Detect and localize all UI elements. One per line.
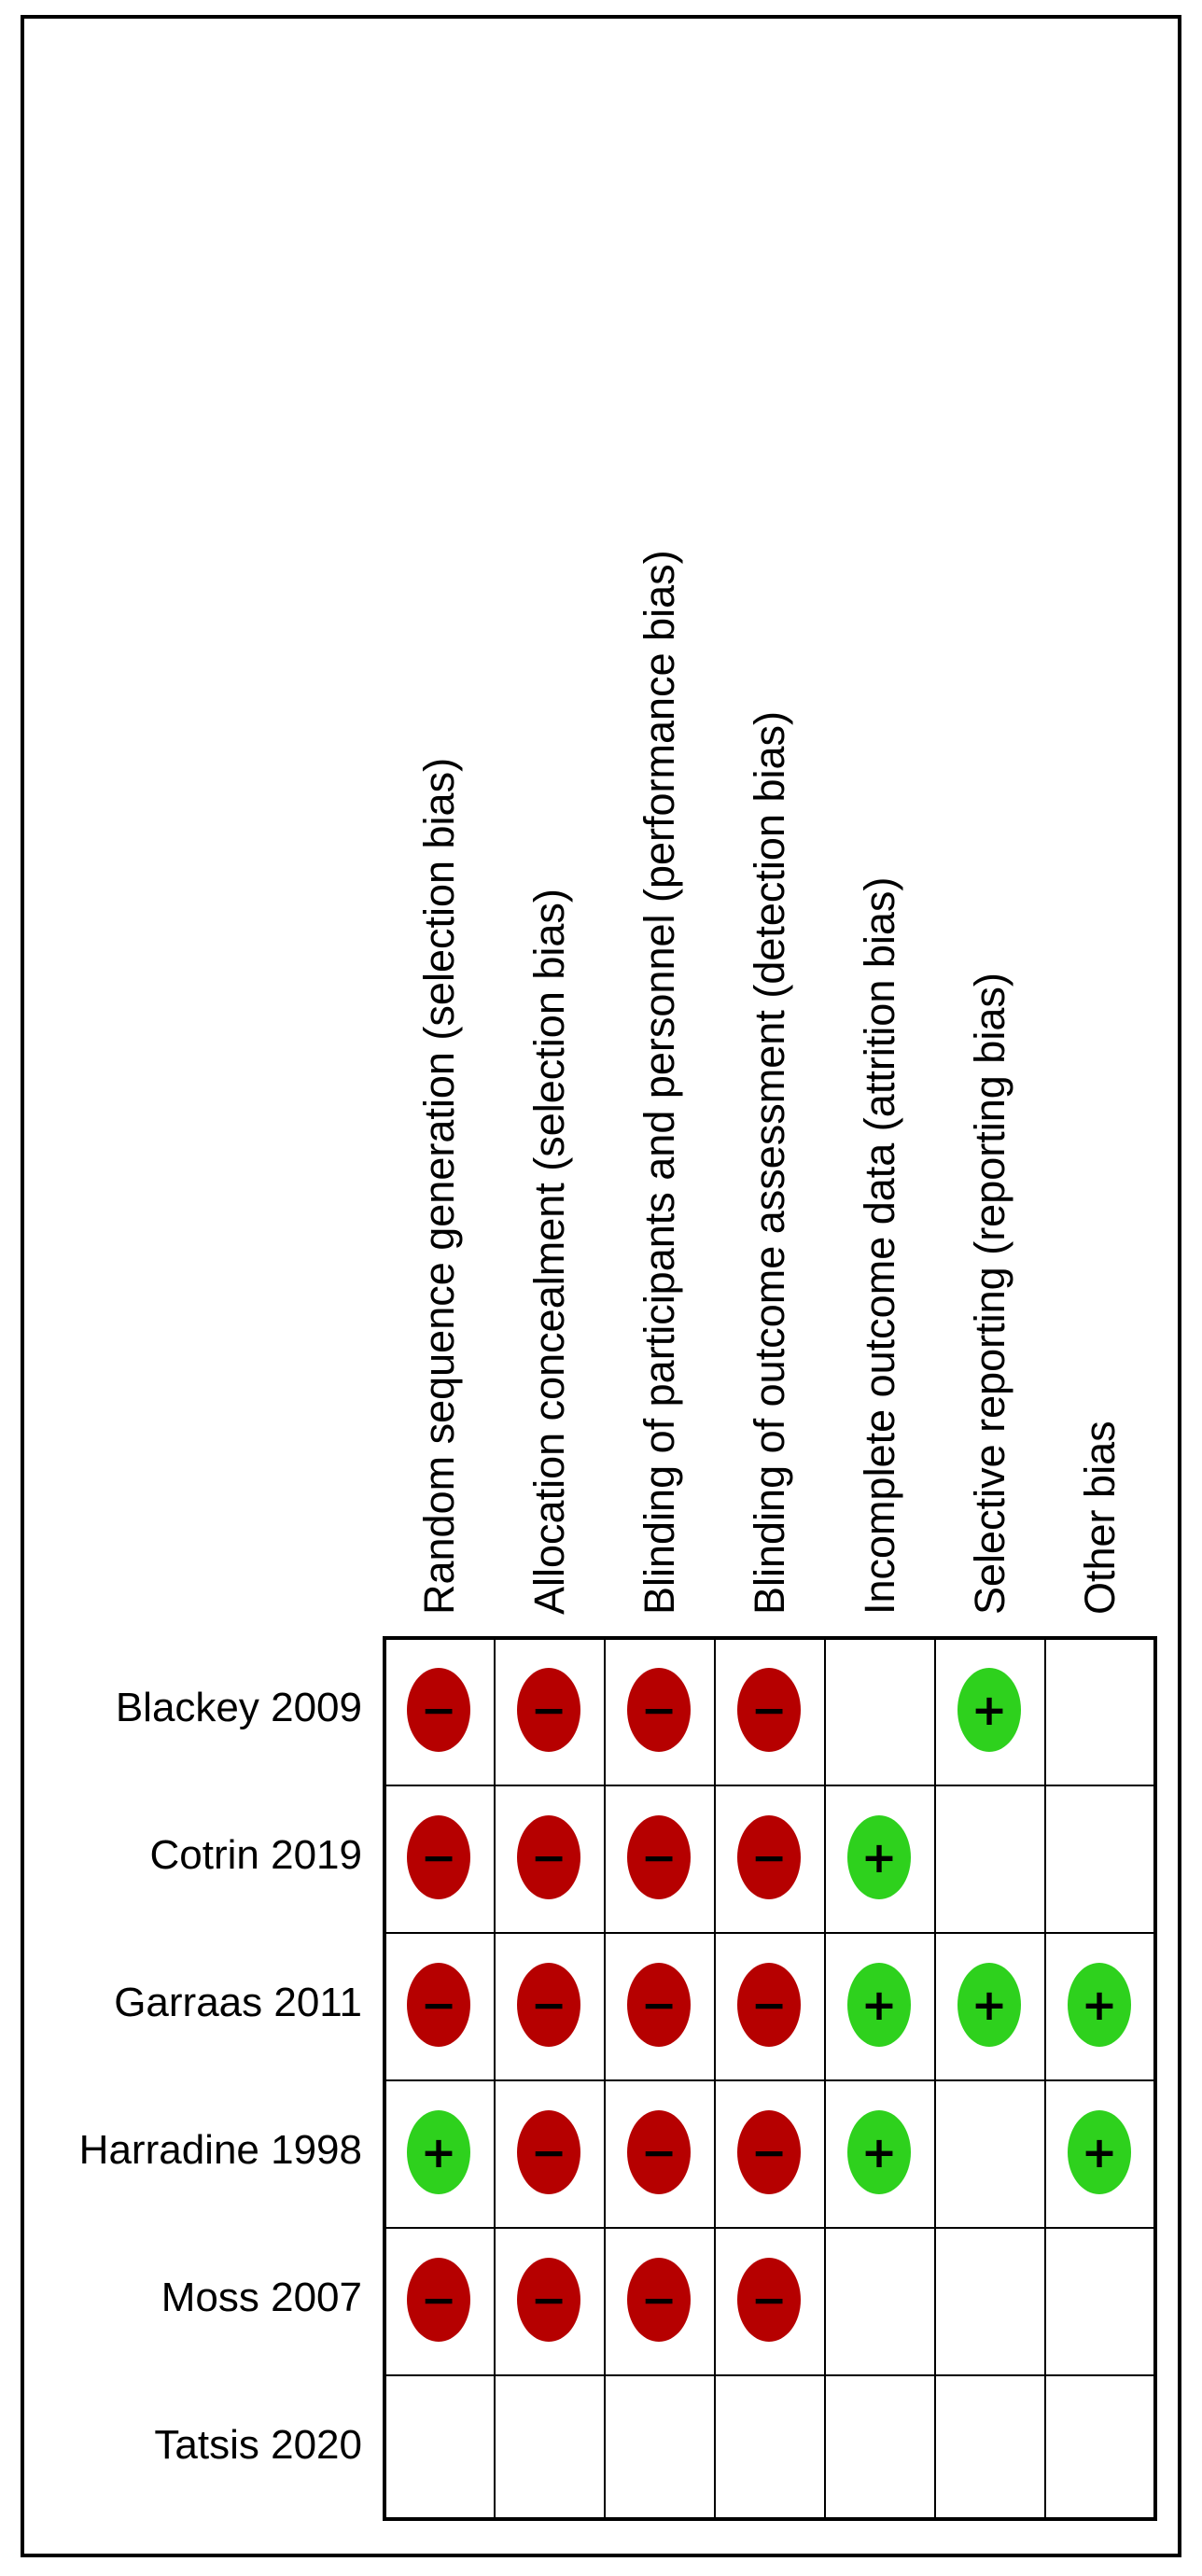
domain-header-label: Selective reporting (reporting bias)	[966, 973, 1013, 1615]
grid-row-divider	[386, 2227, 1153, 2229]
high-risk-marker: −	[627, 1815, 691, 1899]
high-risk-marker: −	[517, 1963, 580, 2047]
risk-of-bias-grid	[383, 1636, 1157, 2521]
study-label: Blackey 2009	[115, 1685, 362, 1730]
grid-row-divider	[386, 1932, 1153, 1934]
grid-column-divider	[1044, 1640, 1046, 2517]
high-risk-marker: −	[517, 2258, 580, 2342]
domain-header-label: Random sequence generation (selection bias)	[415, 757, 463, 1615]
low-risk-marker: +	[1068, 1963, 1131, 2047]
high-risk-marker: −	[407, 1963, 470, 2047]
study-label: Cotrin 2019	[149, 1832, 362, 1878]
low-risk-marker: +	[957, 1668, 1021, 1752]
low-risk-marker: +	[847, 1963, 911, 2047]
high-risk-marker: −	[737, 1963, 801, 2047]
low-risk-marker: +	[407, 2110, 470, 2194]
domain-header-label: Incomplete outcome data (attrition bias)	[856, 876, 903, 1615]
grid-column-divider	[934, 1640, 936, 2517]
high-risk-marker: −	[517, 1668, 580, 1752]
grid-column-divider	[714, 1640, 716, 2517]
low-risk-marker: +	[847, 1815, 911, 1899]
domain-header-label: Other bias	[1076, 1421, 1124, 1615]
high-risk-marker: −	[737, 2110, 801, 2194]
grid-column-divider	[604, 1640, 606, 2517]
study-label: Harradine 1998	[78, 2127, 362, 2173]
high-risk-marker: −	[737, 1668, 801, 1752]
domain-header-label: Blinding of outcome assessment (detection bias)	[746, 710, 793, 1615]
grid-column-divider	[494, 1640, 496, 2517]
high-risk-marker: −	[737, 2258, 801, 2342]
high-risk-marker: −	[627, 1963, 691, 2047]
low-risk-marker: +	[1068, 2110, 1131, 2194]
grid-row-divider	[386, 1785, 1153, 1786]
high-risk-marker: −	[627, 1668, 691, 1752]
high-risk-marker: −	[407, 1815, 470, 1899]
high-risk-marker: −	[737, 1815, 801, 1899]
grid-row-divider	[386, 2079, 1153, 2081]
grid-row-divider	[386, 2374, 1153, 2376]
domain-header-label: Blinding of participants and personnel (performance bias)	[636, 550, 683, 1615]
high-risk-marker: −	[627, 2258, 691, 2342]
high-risk-marker: −	[517, 2110, 580, 2194]
high-risk-marker: −	[407, 2258, 470, 2342]
study-label: Moss 2007	[161, 2275, 362, 2320]
domain-header-label: Allocation concealment (selection bias)	[525, 889, 573, 1615]
high-risk-marker: −	[407, 1668, 470, 1752]
low-risk-marker: +	[957, 1963, 1021, 2047]
high-risk-marker: −	[627, 2110, 691, 2194]
grid-column-divider	[824, 1640, 826, 2517]
study-label: Tatsis 2020	[154, 2422, 362, 2468]
high-risk-marker: −	[517, 1815, 580, 1899]
low-risk-marker: +	[847, 2110, 911, 2194]
study-label: Garraas 2011	[114, 1980, 362, 2025]
